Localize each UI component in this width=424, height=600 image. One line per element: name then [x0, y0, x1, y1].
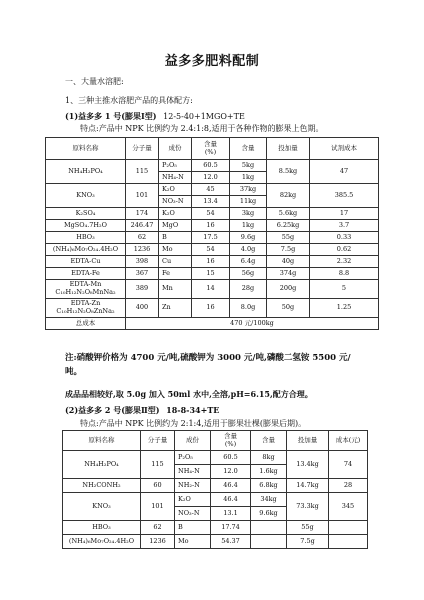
table-cell: 2.32: [310, 256, 379, 268]
table-cell: 62: [126, 232, 159, 244]
table-cell: 14.7kg: [287, 479, 329, 493]
table-cell: K₂SO₄: [46, 208, 126, 220]
table-cell: NO₃-N: [159, 196, 192, 208]
table-cell: 17.5: [192, 232, 230, 244]
table-cell: Mo: [175, 535, 211, 549]
table-cell: 11kg: [230, 196, 267, 208]
table-cell: 总成本: [46, 318, 126, 330]
table-cell: K₂O: [159, 208, 192, 220]
table-cell: 60.5: [211, 451, 251, 465]
table-total-row: [46, 318, 379, 330]
table-row: [63, 451, 368, 465]
formula-1-table: [45, 137, 378, 330]
header-cell: 含量: [230, 138, 267, 160]
table-cell: (NH₄)₆Mo₇O₂₄.4H₂O: [63, 535, 141, 549]
table-cell: 385.5: [310, 184, 379, 208]
table-cell: EDTA-Mn C₁₀H₁₂N₂O₈MnNa₂: [46, 280, 126, 299]
table-cell: 9.6g: [230, 232, 267, 244]
table-row: [46, 160, 379, 172]
table-cell: 398: [126, 256, 159, 268]
table-cell: Zn: [159, 299, 192, 318]
table-row: [46, 299, 379, 318]
table-cell: 82kg: [267, 184, 310, 208]
table-cell: 54.37: [211, 535, 251, 549]
table-cell: 174: [126, 208, 159, 220]
section-subheading: 1、三种主推水溶肥产品的具体配方:: [65, 96, 193, 105]
table-cell: B: [175, 521, 211, 535]
table-cell: HBO₃: [46, 232, 126, 244]
table-cell: 8.8: [310, 268, 379, 280]
table-cell: 5: [310, 280, 379, 299]
header-cell: 试剂成本: [310, 138, 379, 160]
table-cell: 46.4: [211, 493, 251, 507]
formula-1-heading: [65, 111, 245, 122]
table-cell: 6.25kg: [267, 220, 310, 232]
table-cell: Mo: [159, 244, 192, 256]
table-cell: 3.7: [310, 220, 379, 232]
table-cell: 9.6kg: [251, 507, 287, 521]
table-cell: 8.0g: [230, 299, 267, 318]
table-cell: P₂O₅: [175, 451, 211, 465]
table-cell: 1.25: [310, 299, 379, 318]
table-cell: 分子量: [141, 431, 175, 451]
table-cell: HBO₃: [63, 521, 141, 535]
header-cell: 成份: [159, 138, 192, 160]
table-cell: 16: [192, 220, 230, 232]
table-cell: KNO₃: [63, 493, 141, 521]
formula-2-note: 特点:产品中 NPK 比例约为 2:1:4,适用于膨果壮棵(膨果后期)。: [80, 419, 307, 428]
table-row: [63, 493, 368, 507]
table-cell: 含量 (%): [211, 431, 251, 451]
header-cell: 原料名称: [46, 138, 126, 160]
table-cell: 6.8kg: [251, 479, 287, 493]
table-cell: 101: [126, 184, 159, 208]
table-row: [46, 280, 379, 299]
table-cell: 7.5g: [287, 535, 329, 549]
table-cell: 60: [141, 479, 175, 493]
table-cell: [329, 521, 368, 535]
table-cell: 15: [192, 268, 230, 280]
table-cell: 45: [192, 184, 230, 196]
table-cell: B: [159, 232, 192, 244]
table-cell: 14: [192, 280, 230, 299]
table-cell: 54: [192, 208, 230, 220]
table-cell: 1kg: [230, 220, 267, 232]
table-cell: NO₃-N: [175, 507, 211, 521]
table-cell: 8.5kg: [267, 160, 310, 184]
formula-1-npk: 12-5-40+1MGO+TE: [163, 112, 245, 121]
table-cell: 17: [310, 208, 379, 220]
table-cell: 1236: [141, 535, 175, 549]
table-cell: 47: [310, 160, 379, 184]
table-cell: 8kg: [251, 451, 287, 465]
table-cell: 40g: [267, 256, 310, 268]
table-cell: 5.6kg: [267, 208, 310, 220]
table-cell: 16: [192, 256, 230, 268]
table-cell: 54: [192, 244, 230, 256]
table-cell: 1236: [126, 244, 159, 256]
table-row: [63, 535, 368, 549]
table-cell: NH₂CONH₂: [63, 479, 141, 493]
table-cell: 50g: [267, 299, 310, 318]
table-cell: 115: [141, 451, 175, 479]
table-cell: [251, 521, 287, 535]
price-note: 注:硝酸钾价格为 4700 元/吨,硫酸钾为 3000 元/吨,磷酸二氢铵 5500 元/: [65, 353, 351, 363]
table-cell: 374g: [267, 268, 310, 280]
table-row: [63, 479, 368, 493]
table-row: [46, 268, 379, 280]
formula-2-table: [62, 430, 367, 549]
table-cell: 28: [329, 479, 368, 493]
formula-2-npk: 18-8-34+TE: [166, 405, 220, 415]
table-cell: 37kg: [230, 184, 267, 196]
table-cell: Fe: [159, 268, 192, 280]
table-cell: 6.4g: [230, 256, 267, 268]
table-header-row: [63, 431, 368, 451]
table-row: [46, 208, 379, 220]
table-cell: 4.0g: [230, 244, 267, 256]
table-cell: 470 元/100kg: [126, 318, 379, 330]
table-row: [46, 184, 379, 196]
table-cell: [329, 535, 368, 549]
table-cell: 28g: [230, 280, 267, 299]
table-cell: NH₂-N: [175, 479, 211, 493]
table-cell: EDTA-Cu: [46, 256, 126, 268]
table-cell: NH₄-N: [159, 172, 192, 184]
table-cell: 13.4: [192, 196, 230, 208]
table-cell: 389: [126, 280, 159, 299]
formula-1-title: (1)益多多 1 号(膨果Ⅰ型): [65, 111, 157, 121]
table-cell: 73.3kg: [287, 493, 329, 521]
table-cell: 1.6kg: [251, 465, 287, 479]
table-header-row: [46, 138, 379, 160]
table-cell: [251, 535, 287, 549]
table-row: [46, 244, 379, 256]
table-cell: 成份: [175, 431, 211, 451]
formula-1-note: 特点:产品中 NPK 比例约为 2.4:1:8,适用于各种作物的膨果上色期。: [80, 124, 324, 133]
table-cell: 55g: [287, 521, 329, 535]
table-cell: 3kg: [230, 208, 267, 220]
table-cell: NH₄H₂PO₄: [63, 451, 141, 479]
table-row: [46, 220, 379, 232]
table-cell: 345: [329, 493, 368, 521]
table-cell: 5kg: [230, 160, 267, 172]
table-cell: 367: [126, 268, 159, 280]
table-cell: MgSO₄.7H₂O: [46, 220, 126, 232]
table-cell: EDTA-Fe: [46, 268, 126, 280]
table-cell: 56g: [230, 268, 267, 280]
header-cell: 投加量: [267, 138, 310, 160]
table-cell: 17.74: [211, 521, 251, 535]
table-cell: 含量: [251, 431, 287, 451]
table-cell: NH₄H₂PO₄: [46, 160, 126, 184]
header-cell: 含量 (%): [192, 138, 230, 160]
table-cell: 115: [126, 160, 159, 184]
page-title: 益多多肥料配制: [164, 54, 260, 69]
table-cell: 62: [141, 521, 175, 535]
table-cell: 46.4: [211, 479, 251, 493]
formula-2-heading: [65, 405, 219, 416]
table-cell: EDTA-Zn C₁₀H₁₂N₂O₈ZnNa₂: [46, 299, 126, 318]
table-cell: 7.5g: [267, 244, 310, 256]
table-cell: 200g: [267, 280, 310, 299]
table-cell: P₂O₅: [159, 160, 192, 172]
table-cell: K₂O: [175, 493, 211, 507]
table-cell: 成本(元): [329, 431, 368, 451]
table-cell: 投加量: [287, 431, 329, 451]
table-cell: 16: [192, 299, 230, 318]
table-cell: 55g: [267, 232, 310, 244]
formula-2-title: (2)益多多 2 号(膨果Ⅱ型): [65, 405, 160, 415]
table-row: [46, 232, 379, 244]
table-cell: (NH₄)₆Mo₇O₂₄.4H₂O: [46, 244, 126, 256]
table-cell: Mn: [159, 280, 192, 299]
section-heading: 一、大量水溶肥:: [65, 77, 124, 86]
table-cell: Cu: [159, 256, 192, 268]
table-cell: KNO₃: [46, 184, 126, 208]
price-note-cont: 吨。: [65, 367, 83, 377]
quality-note: 成品品相较好,取 5.0g 加入 50ml 水中,全溶,pH=6.15,配方合理。: [65, 389, 313, 399]
table-cell: 0.33: [310, 232, 379, 244]
table-cell: K₂O: [159, 184, 192, 196]
table-cell: 12.0: [211, 465, 251, 479]
table-row: [46, 256, 379, 268]
table-cell: 原料名称: [63, 431, 141, 451]
table-cell: 13.4kg: [287, 451, 329, 479]
table-cell: 400: [126, 299, 159, 318]
table-cell: 74: [329, 451, 368, 479]
table-cell: 34kg: [251, 493, 287, 507]
table-cell: 12.0: [192, 172, 230, 184]
table-cell: 13.1: [211, 507, 251, 521]
table-cell: NH₄-N: [175, 465, 211, 479]
table-cell: MgO: [159, 220, 192, 232]
table-cell: 246.47: [126, 220, 159, 232]
header-cell: 分子量: [126, 138, 159, 160]
table-cell: 101: [141, 493, 175, 521]
table-cell: 1kg: [230, 172, 267, 184]
table-row: [63, 521, 368, 535]
table-cell: 60.5: [192, 160, 230, 172]
table-cell: 0.62: [310, 244, 379, 256]
